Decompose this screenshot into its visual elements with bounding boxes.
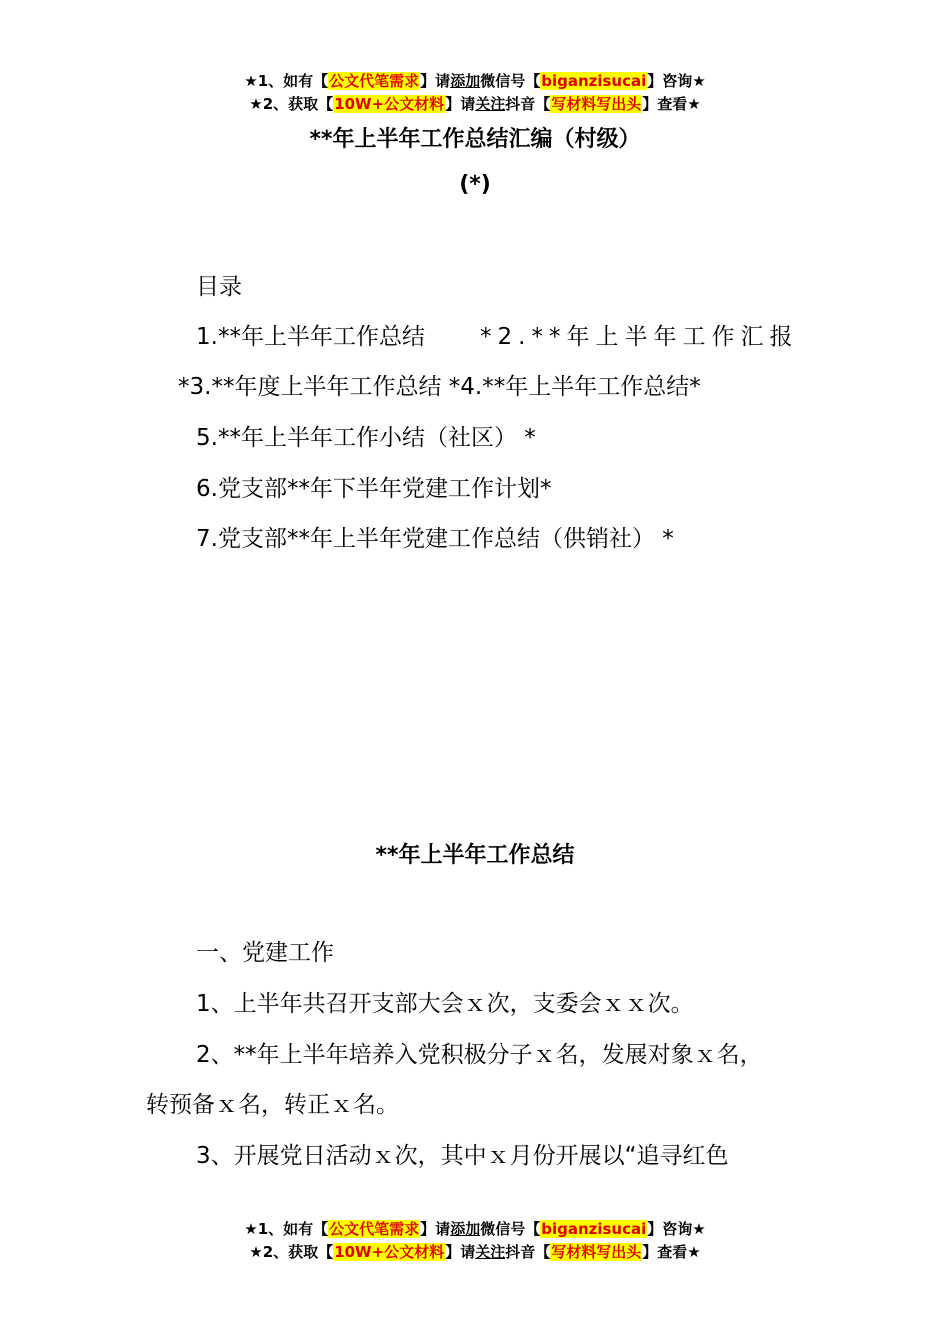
toc-line-1a: 1.**年上半年工作总结 [196, 324, 425, 350]
toc-line-3: 5.**年上半年工作小结（社区） * [196, 425, 536, 451]
toc-line-1b: *2.**年上半年工作汇报 [480, 324, 799, 350]
promo-highlight: 10W+公文材料 [334, 95, 445, 113]
promo-highlight: 公文代笔需求 [329, 72, 420, 90]
paragraph-1: 1、上半年共召开支部大会ｘ次，支委会ｘｘ次。 [196, 991, 694, 1017]
promo-text: 】咨询★ [647, 72, 706, 90]
promo-text: 】请 [445, 1243, 476, 1261]
paragraph-3: 3、开展党日活动ｘ次，其中ｘ月份开展以“追寻红色 [196, 1143, 729, 1169]
promo-text: 抖音【 [505, 95, 551, 113]
promo-line-2 [0, 93, 950, 116]
promo-text: 微信号【 [480, 1220, 541, 1238]
promo-underline: 添加 [450, 1220, 481, 1238]
document-subtitle: (*) [459, 172, 491, 197]
promo-line-1 [0, 70, 950, 93]
promo-text: ★2、获取【 [249, 1243, 334, 1261]
promo-text: 】请 [420, 1220, 451, 1238]
promo-banner-bottom [0, 1218, 950, 1264]
section-heading: 一、党建工作 [196, 940, 334, 966]
toc-label: 目录 [196, 274, 242, 300]
promo-highlight: 10W+公文材料 [334, 1243, 445, 1261]
promo-text: 】查看★ [642, 95, 701, 113]
toc-line-2: *3.**年度上半年工作总结 *4.**年上半年工作总结* [178, 374, 701, 400]
promo-text: 】请 [420, 72, 451, 90]
promo-highlight: 写材料写出头 [551, 95, 642, 113]
promo-text: 】请 [445, 95, 476, 113]
promo-text: 微信号【 [480, 72, 541, 90]
promo-text: ★1、如有【 [244, 1220, 329, 1238]
promo-underline: 添加 [450, 72, 481, 90]
promo-text: 抖音【 [505, 1243, 551, 1261]
paragraph-2-line-2: 转预备ｘ名，转正ｘ名。 [146, 1092, 399, 1118]
promo-underline: 关注 [475, 1243, 506, 1261]
promo-line-2 [0, 1241, 950, 1264]
promo-text: 】咨询★ [647, 1220, 706, 1238]
toc-line-4: 6.党支部**年下半年党建工作计划* [196, 476, 552, 502]
promo-underline: 关注 [475, 95, 506, 113]
paragraph-2-line-1: 2、**年上半年培养入党积极分子ｘ名，发展对象ｘ名， [196, 1042, 763, 1068]
promo-highlight: 公文代笔需求 [329, 1220, 420, 1238]
promo-highlight: 写材料写出头 [551, 1243, 642, 1261]
promo-text: 】查看★ [642, 1243, 701, 1261]
promo-highlight: biganzisucai [541, 72, 647, 90]
promo-banner-top [0, 70, 950, 116]
promo-highlight: biganzisucai [541, 1220, 647, 1238]
promo-line-1 [0, 1218, 950, 1241]
promo-text: ★2、获取【 [249, 95, 334, 113]
toc-line-5: 7.党支部**年上半年党建工作总结（供销社） * [196, 526, 674, 552]
section-title: **年上半年工作总结 [375, 843, 575, 868]
document-title: **年上半年工作总结汇编（村级） [309, 127, 641, 152]
promo-text: ★1、如有【 [244, 72, 329, 90]
